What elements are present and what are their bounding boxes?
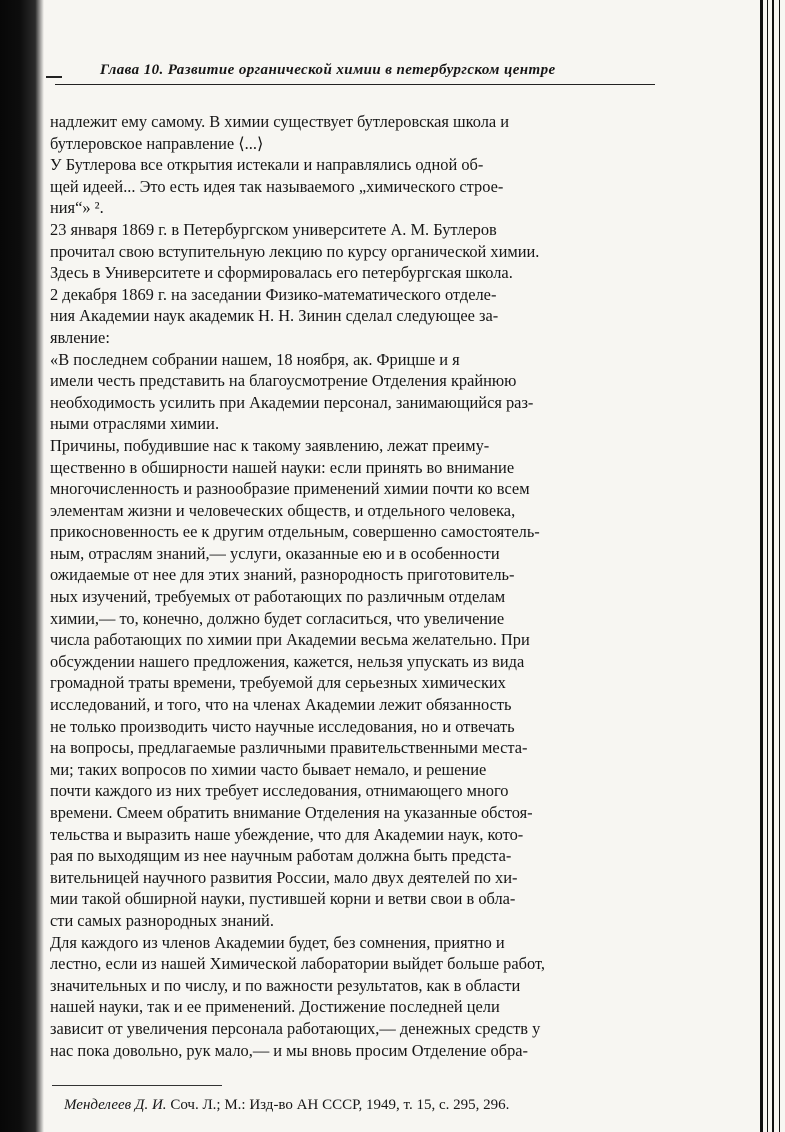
text-line: У Бутлерова все открытия истекали и направлялись одной об- [50,155,484,175]
text-line: имели честь представить на благоусмотрение Отделения крайнюю [50,371,517,391]
text-line: ния“» ². [50,198,104,218]
text-line: ным, отраслям знаний,— услуги, оказанные ею и в особенности [50,543,500,563]
text-line: мии такой обширной науки, пустившей корни и ветви свои в обла- [50,889,516,909]
text-line: ных изучений, требуемых от работающих по различным отделам [50,587,506,607]
text-line: многочисленность и разнообразие применений химии почти ко всем [50,479,530,499]
text-line: зависит от увеличения персонала работающих,— денежных средств у [50,1018,541,1038]
text-line: обсуждении нашего предложения, кажется, нельзя упускать из вида [50,651,525,671]
text-line: нас пока довольно, рук мало,— и мы вновь просим Отделение обра- [50,1040,528,1060]
text-line: бутлеровское направление ⟨...⟩ [50,133,264,153]
text-line: 23 января 1869 г. в Петербургском университете А. М. Бутлеров [50,219,497,239]
body-text [50,111,712,1061]
text-line: громадной траты времени, требуемой для серьезных химических [50,673,506,693]
left-margin-shadow [0,0,44,1132]
footnote-citation: Соч. Л.; М.: Изд-во АН СССР, 1949, т. 15, с. 295, 296. [170,1097,510,1113]
text-line: исследований, и того, что на членах Академии лежит обязанность [50,695,512,715]
footnote-author: Менделеев Д. И. [64,1097,167,1113]
text-line: времени. Смеем обратить внимание Отделения на указанные обстоя- [50,803,533,822]
text-line: ния Академии наук академик Н. Н. Зинин сделал следующее за- [50,306,499,326]
text-line: химии,— то, конечно, должно будет согласиться, что увеличение [50,608,505,628]
text-line: сти самых разнородных знаний. [50,910,274,930]
text-line: Для каждого из членов Академии будет, без сомнения, приятно и [50,932,505,952]
text-line: необходимость усилить при Академии персонал, занимающийся раз- [50,392,534,412]
text-line: «В последнем собрании нашем, 18 ноября, ак. Фрицше и я [50,349,460,369]
text-line: числа работающих по химии при Академии весьма желательно. При [50,630,530,650]
text-line: прикосновенность ее к другим отдельным, совершенно самостоятель- [50,522,540,542]
text-line: ожидаемые от нее для этих знаний, разнородность приготовитель- [50,565,515,585]
text-line: ными отраслями химии. [50,414,220,434]
text-line: значительных и по числу, и по важности результатов, как в области [50,975,521,995]
text-line: надлежит ему самому. В химии существует бутлеровская школа и [50,112,510,131]
text-line: нашей науки, так и ее применений. Достижение последней цели [50,997,500,1017]
header-dash [46,76,62,78]
text-line: тельства и выразить наше убеждение, что для Академии наук, кото- [50,824,524,844]
header-rule [55,84,655,85]
text-line: лестно, если из нашей Химической лаборатории выйдет больше работ, [50,954,545,974]
text-line: явление: [50,327,110,347]
text-line: ми; таких вопросов по химии часто бывает немало, и решение [50,759,487,779]
text-line: щей идеей... Это есть идея так называемого „химического строе- [50,176,504,196]
footnote-rule [52,1085,222,1086]
text-line: на вопросы, предлагаемые различными правительственными места- [50,738,528,758]
text-line: вительницей научного развития России, мало двух деятелей по хи- [50,867,518,887]
text-line: прочитал свою вступительную лекцию по курсу органической химии. [50,241,540,261]
right-binding-edge [757,0,785,1132]
text-line: 2 декабря 1869 г. на заседании Физико-математического отделе- [50,284,497,304]
text-line: щественно в обширности нашей науки: если принять во внимание [50,457,515,477]
text-line: Здесь в Университете и сформировалась его петербургская школа. [50,263,513,283]
running-head: Глава 10. Развитие органической химии в петербургском центре [100,62,556,78]
text-line: Причины, побудившие нас к такому заявлению, лежат преиму- [50,435,490,455]
text-line: почти каждого из них требует исследования, отнимающего много [50,781,509,801]
text-line: элементам жизни и человеческих обществ, и отдельного человека, [50,500,516,520]
footnote [64,1097,704,1114]
text-line: рая по выходящим из нее научным работам должна быть предста- [50,846,512,866]
text-line: не только производить чисто научные исследования, но и отвечать [50,716,515,736]
